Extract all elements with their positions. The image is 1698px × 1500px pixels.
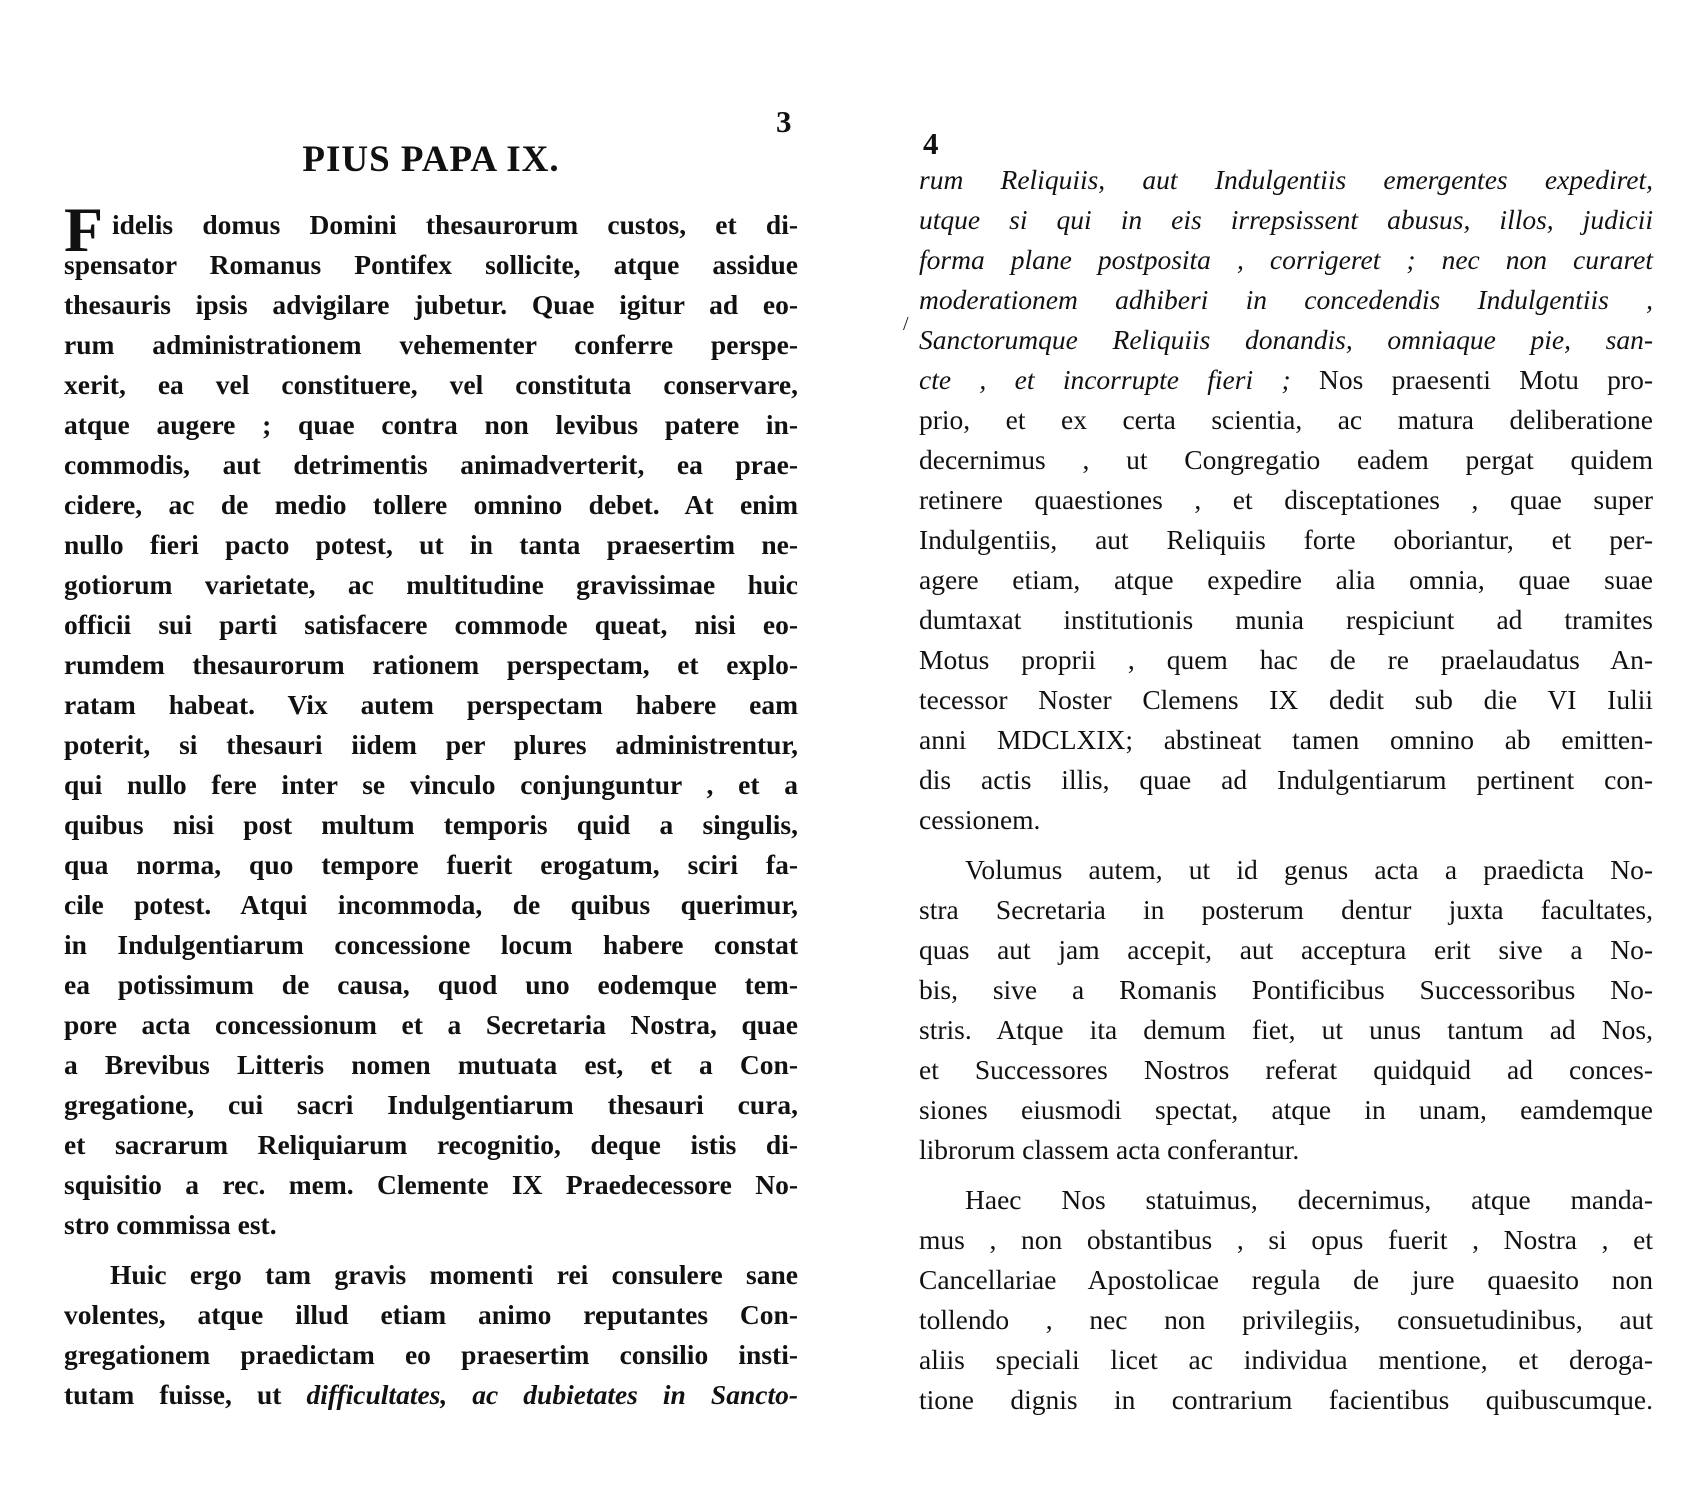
text-line: prio, et ex certa scientia, ac matura deliberatione <box>919 404 1653 435</box>
text-line: anni MDCLXIX; abstineat tamen omnino ab emitten- <box>919 724 1653 755</box>
text-line: qua norma, quo tempore fuerit erogatum, sciri fa- <box>64 849 798 880</box>
text-line: dumtaxat institutionis munia respiciunt ad tramites <box>919 604 1653 635</box>
text-line: thesauris ipsis advigilare jubetur. Quae igitur ad eo- <box>64 289 798 320</box>
text-line: tione dignis in contrarium facientibus quibuscumque. <box>919 1384 1653 1415</box>
drop-cap: F <box>64 194 104 265</box>
text-line: bis, sive a Romanis Pontificibus Successoribus No- <box>919 974 1653 1005</box>
text-line: rumdem thesaurorum rationem perspectam, et explo- <box>64 649 798 680</box>
text-line: tollendo , nec non privilegiis, consuetudinibus, aut <box>919 1304 1653 1335</box>
italic-text: difficultates, ac dubietates in Sancto- <box>306 1379 798 1410</box>
text-line: forma plane postposita , corrigeret ; nec non curaret <box>919 244 1653 275</box>
roman-text: tutam fuisse, ut <box>64 1379 307 1410</box>
text-line: officii sui parti satisfacere commode queat, nisi eo- <box>64 609 798 640</box>
text-line: Indulgentiis, aut Reliquiis forte oboriantur, et per- <box>919 524 1653 555</box>
text-line: rum administrationem vehementer conferre perspe- <box>64 329 798 360</box>
text-line: tecessor Noster Clemens IX dedit sub die VI Iulii <box>919 684 1653 715</box>
text-line: pore acta concessionum et a Secretaria Nostra, quae <box>64 1009 798 1040</box>
text-line: idelis domus Domini thesaurorum custos, et di- <box>112 209 798 240</box>
text-line: et Successores Nostros referat quidquid ad conces- <box>919 1054 1653 1085</box>
text-line: cile potest. Atqui incommoda, de quibus querimur, <box>64 889 798 920</box>
page-number: 4 <box>923 126 939 161</box>
text-line: gotiorum varietate, ac multitudine gravissimae huic <box>64 569 798 600</box>
text-line: Haec Nos statuimus, decernimus, atque manda- <box>965 1184 1653 1215</box>
text-line: volentes, atque illud etiam animo reputantes Con- <box>64 1299 798 1330</box>
page-title: PIUS PAPA IX. <box>302 139 560 180</box>
text-line: stris. Atque ita demum fiet, ut unus tantum ad Nos, <box>919 1014 1653 1045</box>
text-line: nullo fieri pacto potest, ut in tanta praesertim ne- <box>64 529 798 560</box>
text-line: squisitio a rec. mem. Clemente IX Praedecessore No- <box>64 1169 798 1200</box>
text-line: mus , non obstantibus , si opus fuerit , Nostra , et <box>919 1224 1653 1255</box>
text-line: quibus nisi post multum temporis quid a singulis, <box>64 809 798 840</box>
text-line: siones eiusmodi spectat, atque in unam, eamdemque <box>919 1094 1653 1125</box>
text-line: xerit, ea vel constituere, vel constituta conservare, <box>64 369 798 400</box>
text-line: ea potissimum de causa, quod uno eodemque tem- <box>64 969 798 1000</box>
text-line: quas aut jam accepit, aut acceptura erit sive a No- <box>919 934 1653 965</box>
text-line: dis actis illis, quae ad Indulgentiarum pertinent con- <box>919 764 1653 795</box>
text-line: Sanctorumque Reliquiis donandis, omniaque pie, san- <box>919 324 1653 355</box>
text-line: ratam habeat. Vix autem perspectam habere eam <box>64 689 798 720</box>
italic-text: cte , et incorrupte fieri ; <box>919 364 1319 395</box>
text-line: gregatione, cui sacri Indulgentiarum thesauri cura, <box>64 1089 798 1120</box>
text-line: poterit, si thesauri iidem per plures administrentur, <box>64 729 798 760</box>
text-line: cidere, ac de medio tollere omnino debet. At enim <box>64 489 798 520</box>
page-number: 3 <box>776 104 792 139</box>
text-line: in Indulgentiarum concessione locum habere constat <box>64 929 798 960</box>
text-line: agere etiam, atque expedire alia omnia, quae suae <box>919 564 1653 595</box>
text-line: et sacrarum Reliquiarum recognitio, deque istis di- <box>64 1129 798 1160</box>
text-line: retinere quaestiones , et disceptationes , quae super <box>919 484 1653 515</box>
text-line: gregationem praedictam eo praesertim consilio insti- <box>64 1339 798 1370</box>
text-line: aliis speciali licet ac individua mentione, et deroga- <box>919 1344 1653 1375</box>
text-line: Volumus autem, ut id genus acta a praedicta No- <box>965 854 1653 885</box>
right-page <box>849 0 1698 1500</box>
text-line: Cancellariae Apostolicae regula de jure quaesito non <box>919 1264 1653 1295</box>
text-line: commodis, aut detrimentis animadverterit, ea prae- <box>64 449 798 480</box>
text-line: moderationem adhiberi in concedendis Indulgentiis , <box>919 284 1653 315</box>
text-line-mixed <box>64 1375 798 1415</box>
text-line: stro commissa est. <box>64 1209 277 1240</box>
text-line: decernimus , ut Congregatio eadem pergat quidem <box>919 444 1653 475</box>
margin-mark: / <box>903 313 909 335</box>
text-line: qui nullo fere inter se vinculo conjunguntur , et a <box>64 769 798 800</box>
text-line: atque augere ; quae contra non levibus patere in- <box>64 409 798 440</box>
text-line-mixed <box>919 360 1653 400</box>
text-line: cessionem. <box>919 804 1041 835</box>
text-line: stra Secretaria in posterum dentur juxta facultates, <box>919 894 1653 925</box>
roman-text: Nos praesenti Motu pro- <box>1318 364 1653 395</box>
text-line: librorum classem acta conferantur. <box>919 1134 1300 1165</box>
text-line: Motus proprii , quem hac de re praelaudatus An- <box>919 644 1653 675</box>
text-line: utque si qui in eis irrepsissent abusus, illos, judicii <box>919 204 1653 235</box>
text-line: rum Reliquiis, aut Indulgentiis emergentes expediret, <box>919 164 1653 195</box>
text-line: Huic ergo tam gravis momenti rei consulere sane <box>110 1259 798 1290</box>
text-line: spensator Romanus Pontifex sollicite, atque assidue <box>64 249 798 280</box>
text-line: a Brevibus Litteris nomen mutuata est, et a Con- <box>64 1049 798 1080</box>
